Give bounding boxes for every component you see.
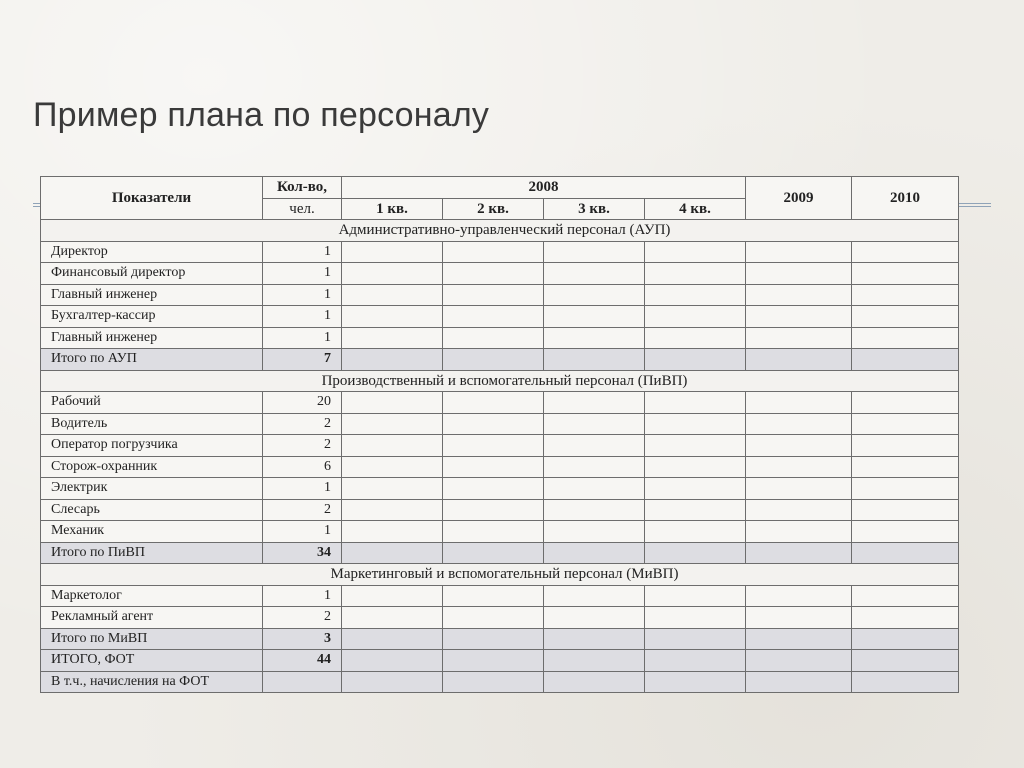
row-count: 2 [263,499,342,521]
row-name: Водитель [41,413,263,435]
row-name: Итого по МиВП [41,628,263,650]
table-cell-empty [544,585,645,607]
header-q3: 3 кв. [544,198,645,220]
table-cell-empty [342,607,443,629]
table-cell-empty [645,413,746,435]
table-cell-empty [746,241,852,263]
table-cell-empty [342,521,443,543]
row-count: 2 [263,607,342,629]
table-cell-empty [746,392,852,414]
table-cell-empty [342,542,443,564]
row-count: 1 [263,306,342,328]
table-cell-empty [645,478,746,500]
row-name: Финансовый директор [41,263,263,285]
table-cell-empty [746,435,852,457]
row-name: ИТОГО, ФОТ [41,650,263,672]
section-heading-row [41,220,959,242]
table-cell-empty [852,435,959,457]
row-name: Механик [41,521,263,543]
subtotal-row [41,349,959,371]
table-cell-empty [746,671,852,693]
table-cell-empty [544,327,645,349]
row-count: 2 [263,435,342,457]
table-cell-empty [645,499,746,521]
table-row [41,241,959,263]
table-cell-empty [852,478,959,500]
staff-plan-table [40,176,959,693]
section-title: Производственный и вспомогательный персонал (ПиВП) [41,370,959,392]
row-name: Директор [41,241,263,263]
table-cell-empty [852,327,959,349]
table-cell-empty [852,413,959,435]
header-year-2009: 2009 [746,177,852,220]
table-cell-empty [852,585,959,607]
table-cell-empty [544,607,645,629]
table-cell-empty [746,306,852,328]
table-cell-empty [645,263,746,285]
row-count: 1 [263,585,342,607]
table-cell-empty [342,435,443,457]
table-cell-empty [443,650,544,672]
table-cell-empty [342,284,443,306]
table-cell-empty [746,521,852,543]
table-cell-empty [852,306,959,328]
row-count: 20 [263,392,342,414]
table-row [41,521,959,543]
row-count: 1 [263,241,342,263]
accruals-row [41,671,959,693]
table-cell-empty [544,413,645,435]
table-row [41,327,959,349]
table-row [41,435,959,457]
table-cell-empty [852,349,959,371]
table-cell-empty [645,542,746,564]
table-cell-empty [544,284,645,306]
row-count: 2 [263,413,342,435]
table-cell-empty [852,456,959,478]
table-cell-empty [544,241,645,263]
table-row [41,478,959,500]
table-cell-empty [342,392,443,414]
table-cell-empty [852,542,959,564]
table-cell-empty [852,671,959,693]
table-cell-empty [342,671,443,693]
row-name: Итого по ПиВП [41,542,263,564]
table-header [41,177,959,220]
row-name: Электрик [41,478,263,500]
section-title: Административно-управленческий персонал (АУП) [41,220,959,242]
table-cell-empty [852,521,959,543]
row-count: 1 [263,263,342,285]
table-cell-empty [342,585,443,607]
table-cell-empty [645,456,746,478]
table-cell-empty [443,456,544,478]
table-cell-empty [645,349,746,371]
table-cell-empty [544,628,645,650]
table-cell-empty [746,327,852,349]
table-cell-empty [443,628,544,650]
table-cell-empty [443,435,544,457]
table-cell-empty [746,456,852,478]
table-cell-empty [746,263,852,285]
table-cell-empty [342,499,443,521]
table-row [41,456,959,478]
table-cell-empty [544,671,645,693]
table-cell-empty [342,456,443,478]
header-year-2008: 2008 [342,177,746,199]
table-cell-empty [746,478,852,500]
table-cell-empty [544,392,645,414]
row-count: 7 [263,349,342,371]
table-cell-empty [645,327,746,349]
table-row [41,607,959,629]
table-cell-empty [443,671,544,693]
table-cell-empty [443,392,544,414]
table-cell-empty [645,306,746,328]
table-cell-empty [443,263,544,285]
table-row [41,392,959,414]
row-name: Итого по АУП [41,349,263,371]
table-cell-empty [746,607,852,629]
header-count-top: Кол-во, [263,177,342,199]
table-cell-empty [852,263,959,285]
table-cell-empty [544,456,645,478]
table-cell-empty [645,585,746,607]
table-cell-empty [852,650,959,672]
table-cell-empty [852,628,959,650]
table-cell-empty [746,585,852,607]
header-count-bottom: чел. [263,198,342,220]
table-cell-empty [544,650,645,672]
table-row [41,499,959,521]
row-count: 1 [263,327,342,349]
table-cell-empty [443,327,544,349]
table-cell-empty [443,478,544,500]
table-cell-empty [342,478,443,500]
section-title: Маркетинговый и вспомогательный персонал (МиВП) [41,564,959,586]
table-row [41,284,959,306]
row-count: 44 [263,650,342,672]
table-cell-empty [746,499,852,521]
table-cell-empty [645,671,746,693]
table-body [41,220,959,693]
table-cell-empty [342,306,443,328]
table-cell-empty [645,392,746,414]
slide-title: Пример плана по персоналу [33,96,490,134]
row-count: 1 [263,284,342,306]
table-cell-empty [443,607,544,629]
header-indicators: Показатели [41,177,263,220]
section-heading-row [41,564,959,586]
table-cell-empty [746,413,852,435]
row-name: Бухгалтер-кассир [41,306,263,328]
row-count: 1 [263,478,342,500]
header-q1: 1 кв. [342,198,443,220]
row-name: Слесарь [41,499,263,521]
table-cell-empty [645,607,746,629]
subtotal-row [41,542,959,564]
table-cell-empty [852,284,959,306]
table-cell-empty [342,349,443,371]
table-cell-empty [852,607,959,629]
grand-total-row [41,650,959,672]
table-cell-empty [746,650,852,672]
table-cell-empty [443,349,544,371]
staff-plan-table-container [40,176,958,693]
row-count: 6 [263,456,342,478]
table-cell-empty [342,263,443,285]
table-cell-empty [544,521,645,543]
table-cell-empty [443,585,544,607]
table-cell-empty [443,413,544,435]
table-cell-empty [746,542,852,564]
table-cell-empty [645,435,746,457]
table-cell-empty [443,521,544,543]
table-row [41,585,959,607]
table-cell-empty [852,241,959,263]
row-count: 34 [263,542,342,564]
table-cell-empty [544,349,645,371]
row-name: Главный инженер [41,327,263,349]
table-cell-empty [544,499,645,521]
table-cell-empty [746,628,852,650]
table-cell-empty [645,628,746,650]
row-name: Рабочий [41,392,263,414]
table-cell-empty [443,284,544,306]
table-row [41,306,959,328]
row-name: В т.ч., начисления на ФОТ [41,671,263,693]
table-cell-empty [645,521,746,543]
table-cell-empty [443,499,544,521]
table-cell-empty [342,628,443,650]
table-cell-empty [443,542,544,564]
table-cell-empty [852,392,959,414]
table-cell-empty [443,241,544,263]
row-name: Сторож-охранник [41,456,263,478]
table-cell-empty [645,284,746,306]
row-name: Оператор погрузчика [41,435,263,457]
table-cell-empty [443,306,544,328]
row-name: Главный инженер [41,284,263,306]
table-cell-empty [645,241,746,263]
row-name: Рекламный агент [41,607,263,629]
header-q4: 4 кв. [645,198,746,220]
row-count: 3 [263,628,342,650]
table-row [41,413,959,435]
row-count [263,671,342,693]
table-cell-empty [544,435,645,457]
table-cell-empty [544,542,645,564]
table-cell-empty [342,327,443,349]
subtotal-row [41,628,959,650]
header-year-2010: 2010 [852,177,959,220]
row-name: Маркетолог [41,585,263,607]
table-cell-empty [645,650,746,672]
table-row [41,263,959,285]
row-count: 1 [263,521,342,543]
table-cell-empty [342,241,443,263]
header-q2: 2 кв. [443,198,544,220]
table-cell-empty [852,499,959,521]
table-cell-empty [544,478,645,500]
table-cell-empty [544,263,645,285]
table-cell-empty [544,306,645,328]
section-heading-row [41,370,959,392]
table-cell-empty [746,349,852,371]
table-cell-empty [746,284,852,306]
table-cell-empty [342,650,443,672]
table-cell-empty [342,413,443,435]
